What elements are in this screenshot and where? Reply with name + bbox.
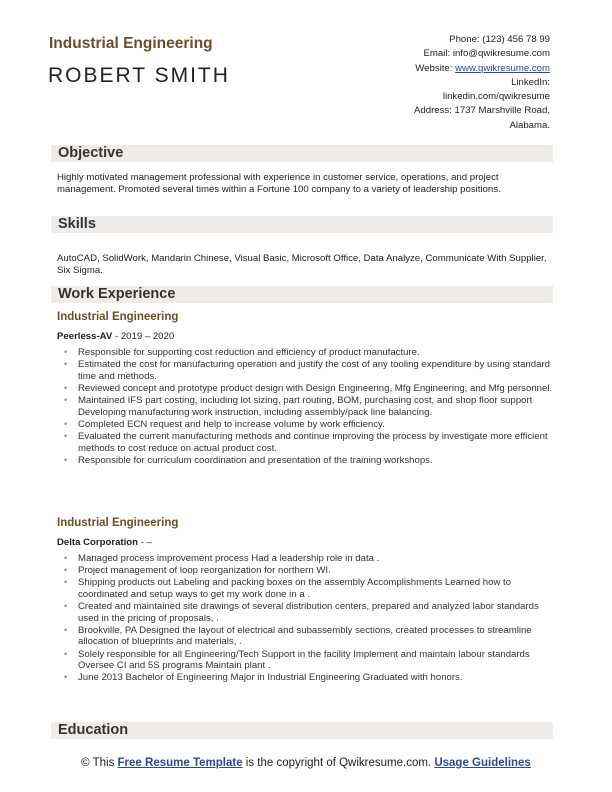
job-1-bullets xyxy=(57,347,553,467)
skills-heading: Skills xyxy=(58,216,96,232)
list-item: • Shipping products out Labeling and packing boxes on the assembly Accomplishments Learned how to coordinated and setup ways to get my work done in a . xyxy=(57,577,553,600)
job-2-company: Delta Corporation xyxy=(57,537,139,548)
free-resume-template-link[interactable]: Free Resume Template xyxy=(117,757,243,769)
usage-guidelines-link[interactable]: Usage Guidelines xyxy=(434,757,531,769)
contact-phone: Phone: (123) 456 78 99 xyxy=(449,34,550,45)
skills-text: AutoCAD, SolidWork, Mandarin Chinese, Visual Basic, Microsoft Office, Data Analyze, Communicate With Supplier, Six Sigma. xyxy=(57,253,547,276)
job-2-dates: - – xyxy=(138,537,152,548)
footer-middle: is the copyright of Qwikresume.com. xyxy=(242,757,435,769)
resume-header xyxy=(0,0,612,130)
list-item: • Managed process improvement process Had a leadership role in data . xyxy=(57,553,553,565)
work-experience-heading: Work Experience xyxy=(58,286,176,302)
website-label: Website: xyxy=(415,62,456,74)
contact-website xyxy=(310,62,550,76)
work-experience-section-bar xyxy=(51,286,553,303)
objective-section-bar xyxy=(51,145,553,162)
contact-block xyxy=(310,33,550,133)
job-1-title: Industrial Engineering xyxy=(57,311,179,323)
skills-section-bar xyxy=(51,216,553,233)
list-item: • June 2013 Bachelor of Engineering Major in Industrial Engineering Graduated with honors. xyxy=(57,672,553,684)
objective-text: Highly motivated management professional with experience in customer service, operations, and project management. Promoted several times within a Fortune 100 company to a variety of leadership positions. xyxy=(57,172,501,195)
education-heading: Education xyxy=(58,722,129,738)
job-2-title: Industrial Engineering xyxy=(57,517,179,529)
list-item: • Completed ECN request and help to increase volume by work efficiency. xyxy=(57,419,553,431)
list-item: • Reviewed concept and prototype product design with Design Engineering, Mfg Engineering, and Mfg personnel. xyxy=(57,383,553,395)
contact-linkedin-label: LinkedIn: xyxy=(511,76,550,88)
website-link[interactable]: www.qwikresume.com xyxy=(455,62,550,74)
footer-prefix: © This xyxy=(81,757,118,769)
education-section-bar xyxy=(51,722,553,739)
candidate-name: ROBERT SMITH xyxy=(48,64,230,87)
job-1-company-line xyxy=(57,331,174,342)
job-1-company: Peerless-AV xyxy=(57,331,113,342)
job-1-dates: - 2019 – 2020 xyxy=(112,331,175,342)
footer-copyright xyxy=(0,756,612,770)
list-item: • Brookville, PA Designed the layout of electrical and subassembly sections, created processes to streamline allocation of blueprints and materials, . xyxy=(57,625,553,648)
contact-address-line1: Address: 1737 Marshville Road, xyxy=(414,105,550,117)
contact-address-line2: Alabama. xyxy=(509,119,550,131)
contact-email: Email: info@qwikresume.com xyxy=(423,48,550,60)
objective-heading: Objective xyxy=(58,145,124,161)
list-item: • Created and maintained site drawings of several distribution centers, prepared and analyzed labor standards used in the pricing of proposals, . xyxy=(57,601,553,624)
list-item: • Evaluated the current manufacturing methods and continue improving the process by investigate more efficient methods to cost reduce on actual product cost. xyxy=(57,431,553,454)
contact-linkedin-value: linkedin.com/qwikresume xyxy=(442,91,550,103)
job-title: Industrial Engineering xyxy=(49,35,213,52)
list-item: • Maintained IFS part costing, including lot sizing, part routing, BOM, purchasing cost, and shop floor support Developing manufacturing work instruction, including assembly/pack line balancing. xyxy=(57,395,553,418)
list-item: • Responsible for supporting cost reduction and efficiency of product manufacture. xyxy=(57,347,553,359)
list-item: • Responsible for curriculum coordination and presentation of the training workshops. xyxy=(57,455,553,467)
list-item: • Project management of loop reorganization for northern WI. xyxy=(57,565,553,577)
job-2-bullets xyxy=(57,553,553,684)
job-2-company-line xyxy=(57,537,152,548)
list-item: • Solely responsible for all Engineering/Tech Support in the facility Implement and maintain labour standards Oversee CI and 5S programs Maintain plant . xyxy=(57,649,553,672)
list-item: • Estimated the cost for manufacturing operation and justify the cost of any tooling expenditure by using standard time and methods. xyxy=(57,359,553,382)
